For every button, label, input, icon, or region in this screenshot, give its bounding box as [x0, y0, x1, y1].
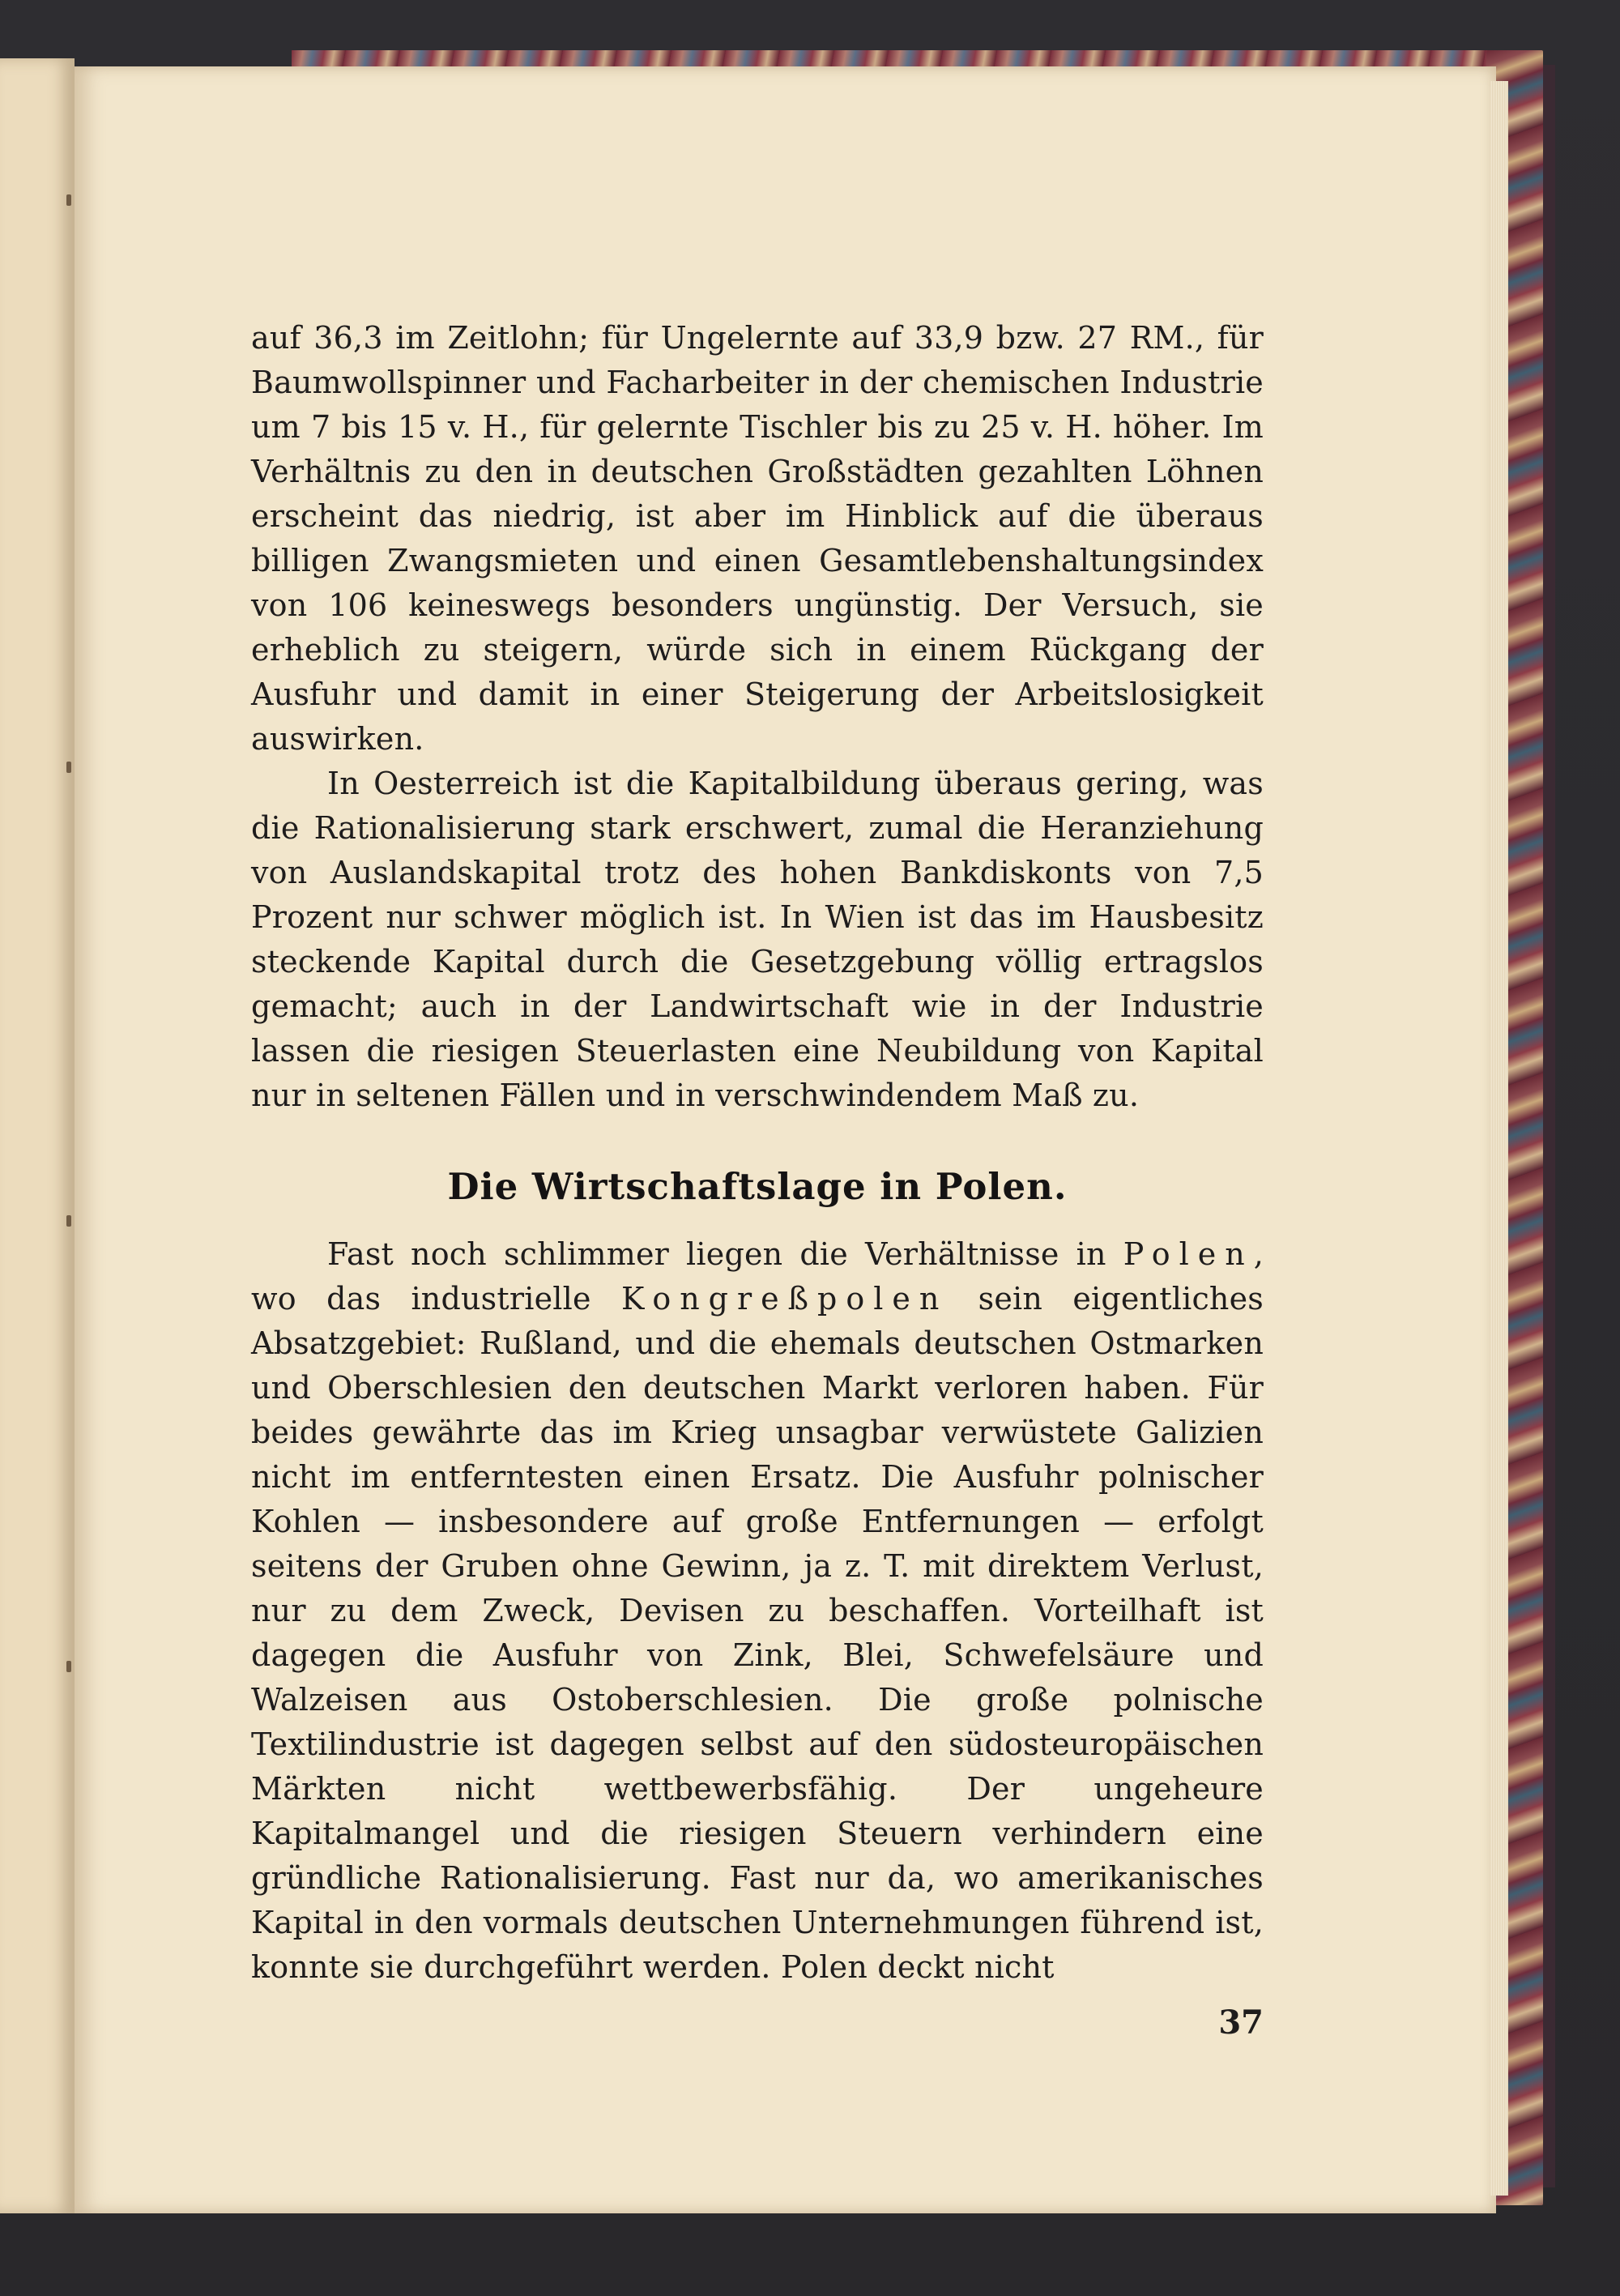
- binding-stitch: [66, 1661, 71, 1672]
- page-text: [251, 316, 1264, 1990]
- page-edges: [1490, 81, 1508, 2196]
- binding-stitch: [66, 762, 71, 773]
- binding-stitch: [66, 194, 71, 206]
- page-number: 37: [1218, 2004, 1264, 2042]
- emphasized-text: Polen: [1123, 1236, 1254, 1272]
- paragraph-text: sein eigentliches Absatzgebiet: Rußland, und die ehemals deutschen Ostmarken und Oberschlesien den deutschen Markt verloren haben. Für beides gewährte das im Krieg unsagbar verwüstete Galizien nicht im entferntesten einen Ersatz. Die Ausfuhr polnischer Kohlen — insbesondere auf große Entfernungen — erfolgt seitens der Gruben ohne Gewinn, ja z. T. mit direktem Verlust, nur zu dem Zweck, Devisen zu beschaffen. Vorteilhaft ist dagegen die Ausfuhr von Zink, Blei, Schwefelsäure und Walzeisen aus Ostoberschlesien. Die große polnische Textilindustrie ist dagegen selbst auf den südosteuropäischen Märkten nicht wettbewerbsfähig. Der ungeheure Kapitalmangel und die riesigen Steuern verhindern eine gründliche Rationalisierung. Fast nur da, wo amerikanisches Kapital in den vormals deutschen Unternehmungen führend ist, konnte sie durchgeführt werden. Polen deckt nicht: [251, 1281, 1264, 1985]
- paragraph: auf 36,3 im Zeitlohn; für Ungelernte auf 33,9 bzw. 27 RM., für Baumwollspinner und Facharbeiter in der chemischen Industrie um 7 bis 15 v. H., für gelernte Tischler bis zu 25 v. H. höher. Im Verhältnis zu den in deutschen Großstädten gezahlten Löhnen erscheint das niedrig, ist aber im Hinblick auf die überaus billigen Zwangsmieten und einen Gesamtlebenshaltungsindex von 106 keineswegs besonders ungünstig. Der Versuch, sie erheblich zu steigern, würde sich in einem Rückgang der Ausfuhr und damit in einer Steigerung der Arbeitslosigkeit auswirken.: [251, 320, 1264, 757]
- paragraph-text: , wo das industrielle: [251, 1236, 1264, 1317]
- paragraph-text: Fast noch schlimmer liegen die Verhältnisse in: [327, 1236, 1123, 1272]
- emphasized-text: Kongreßpolen: [620, 1281, 949, 1317]
- binding-stitch: [66, 1215, 71, 1227]
- left-page-fragment: [0, 58, 75, 2213]
- paragraph: [251, 1232, 1264, 1990]
- paragraph: In Oesterreich ist die Kapitalbildung überaus gering, was die Rationalisierung stark erschwert, zumal die Heranziehung von Auslandskapital trotz des hohen Bankdiskonts von 7,5 Prozent nur schwer möglich ist. In Wien ist das im Hausbesitz steckende Kapital durch die Gesetzgebung völlig ertragslos gemacht; auch in der Landwirtschaft wie in der Industrie lassen die riesigen Steuerlasten eine Neubildung von Kapital nur in seltenen Fällen und in verschwindendem Maß zu.: [251, 766, 1264, 1113]
- section-heading: Die Wirtschaftslage in Polen.: [447, 1165, 1068, 1208]
